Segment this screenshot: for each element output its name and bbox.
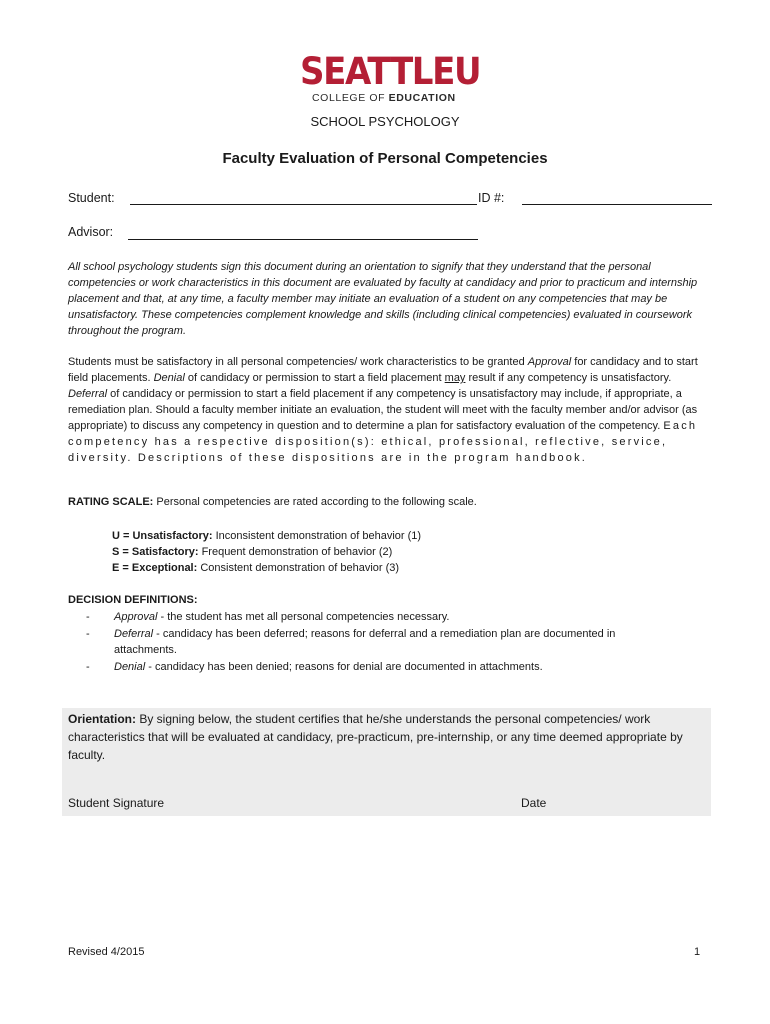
policy-paragraph: Students must be satisfactory in all personal competencies/ work characteristics to be granted Approval for candidacy and to start field placements. Denial of candidacy or permission to start a field placement may result if any competency is unsatisfactory. Deferral of candidacy or permission to start a field placement if any competency is unsatisfactory may include, if appropriate, a remediation plan. Should a faculty member initiate an evaluation, the student will meet with the faculty member and/or advisor (as appropriate) to discuss any competency in question and to determine a plan for satisfactory evaluation of the competency. Each competency has a respective disposition(s): ethical, professional, reflective, service, diversity. Descriptions of these dispositions are in the program handbook. [68,356,698,464]
decision-definitions-heading: DECISION DEFINITIONS: [68,594,198,606]
advisor-name-field[interactable] [128,239,478,240]
orientation-text: Orientation: By signing below, the student certifies that he/she understands the personal competencies/ work characteristics that will be evaluated at candidacy, pre-practicum, pre-internship, or any time deemed appropriate by faculty. [68,712,683,762]
definition-deferral: - Deferral - candidacy has been deferred; reasons for deferral and a remediation plan are documented in attachments. [86,628,616,656]
advisor-label: Advisor: [68,225,114,239]
student-name-field[interactable] [130,204,477,205]
form-title: Faculty Evaluation of Personal Competencies [222,150,548,167]
student-id-field[interactable] [522,204,712,205]
rating-item-unsatisfactory: U = Unsatisfactory: Inconsistent demonstration of behavior (1) [112,530,422,542]
revision-date: Revised 4/2015 [68,946,145,958]
logo-subtitle: COLLEGE OF EDUCATION [312,92,456,104]
rating-item-satisfactory: S = Satisfactory: Frequent demonstration of behavior (2) [112,546,393,558]
rating-scale-list [112,528,421,576]
orientation-box [62,708,711,816]
department-name: SCHOOL PSYCHOLOGY [310,114,460,129]
seattle-u-logo [300,50,481,104]
id-label: ID #: [478,191,505,205]
logo-wordmark: SEATTLEU [300,50,481,93]
definition-denial: - Denial - candidacy has been denied; reasons for denial are documented in attachments. [86,661,543,673]
definition-approval: - Approval - the student has met all personal competencies necessary. [86,611,450,623]
signature-date-field[interactable]: Date [521,796,547,810]
page-number: 1 [694,946,701,958]
rating-item-exceptional: E = Exceptional: Consistent demonstration of behavior (3) [112,562,400,574]
rating-scale-heading: RATING SCALE: Personal competencies are rated according to the following scale. [68,496,477,508]
intro-paragraph: All school psychology students sign this document during an orientation to signify that they understand that the personal competencies or work characteristics in this document are evaluated by faculty at candidacy and prior to practicum and internship placement and that, at any time, a faculty member may initiate an evaluation of a student on any competencies that may be unsatisfactory. These competencies complement knowledge and skills (including clinical competencies) evaluated in coursework throughout the program. [68,261,698,337]
student-signature-field[interactable]: Student Signature [68,796,165,810]
student-label: Student: [68,191,115,205]
